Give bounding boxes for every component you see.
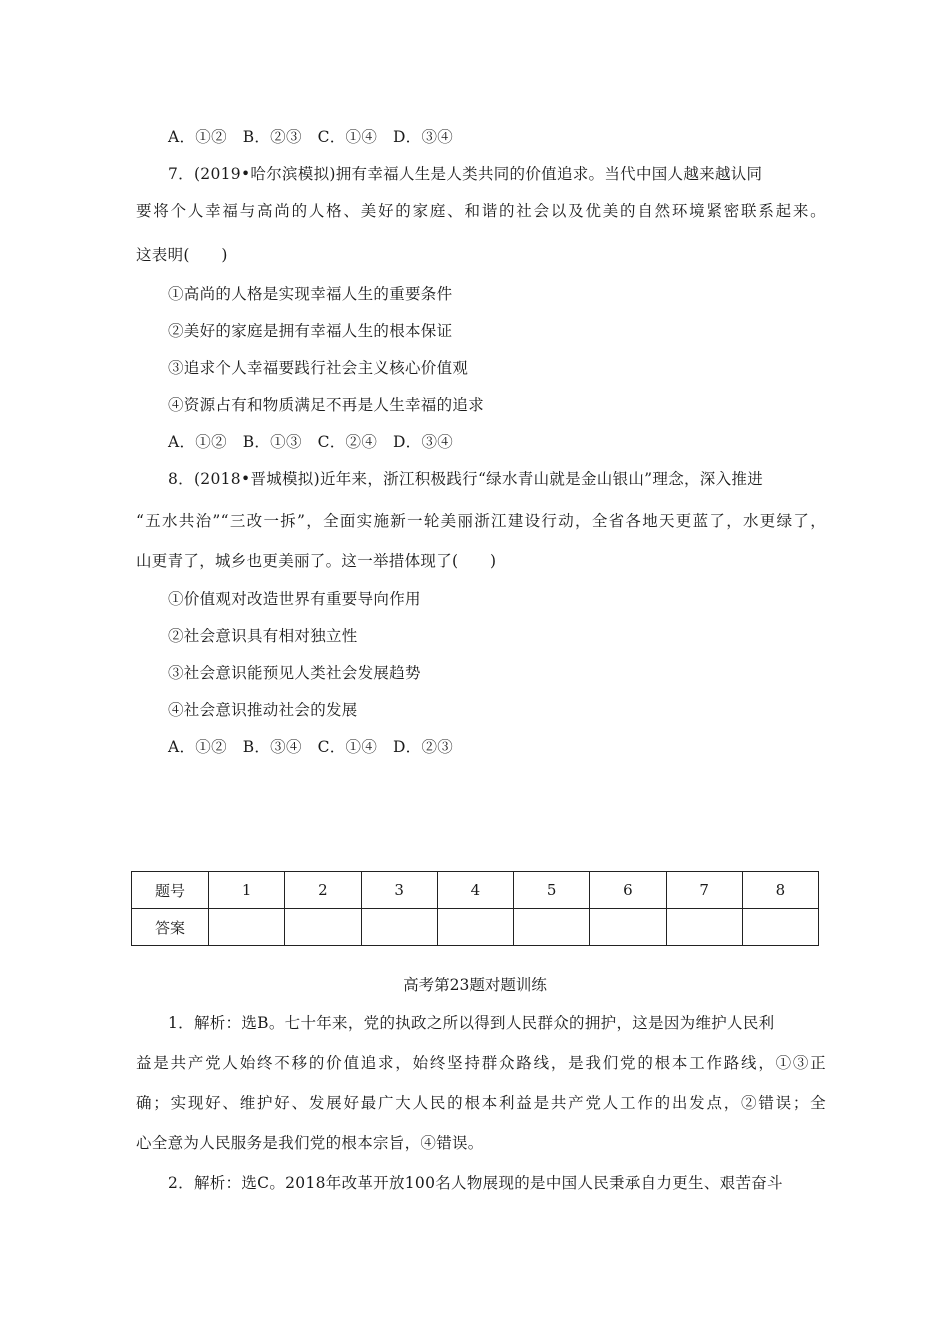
explanation-1-line4: 心全意为人民服务是我们党的根本宗旨，④错误。 xyxy=(136,1134,484,1152)
answer-cell[interactable] xyxy=(514,909,590,946)
q7-stem-line2: 要将个人幸福与高尚的人格、美好的家庭、和谐的社会以及优美的自然环境紧密联系起来。 xyxy=(136,202,826,220)
explanation-1-line3: 确；实现好、维护好、发展好最广大人民的根本利益是共产党人工作的出发点，②错误；全 xyxy=(136,1094,826,1112)
q7-stem-line3: 这表明( ) xyxy=(136,246,228,264)
table-number-cell: 2 xyxy=(285,872,361,909)
answer-table-row-answers xyxy=(132,909,819,946)
section-title: 高考第23题对题训练 xyxy=(403,976,547,994)
q8-item-2: ②社会意识具有相对独立性 xyxy=(168,627,358,645)
answer-cell[interactable] xyxy=(590,909,666,946)
q8-options: A．①② B．③④ C．①④ D．②③ xyxy=(168,738,454,756)
q8-stem-line1: 8．(2018•晋城模拟)近年来，浙江积极践行“绿水青山就是金山银山”理念，深入推进 xyxy=(168,470,763,488)
table-number-cell: 4 xyxy=(437,872,513,909)
table-label-answer: 答案 xyxy=(132,909,209,946)
explanation-1-line1: 1．解析：选B。七十年来，党的执政之所以得到人民群众的拥护，这是因为维护人民利 xyxy=(168,1014,775,1032)
answer-cell[interactable] xyxy=(209,909,285,946)
q7-item-2: ②美好的家庭是拥有幸福人生的根本保证 xyxy=(168,322,453,340)
answer-cell[interactable] xyxy=(742,909,818,946)
table-number-cell: 6 xyxy=(590,872,666,909)
q8-stem-line3: 山更青了，城乡也更美丽了。这一举措体现了( ) xyxy=(136,552,497,570)
table-number-cell: 3 xyxy=(361,872,437,909)
table-number-cell: 1 xyxy=(209,872,285,909)
explanation-2-line1: 2．解析：选C。2018年改革开放100名人物展现的是中国人民秉承自力更生、艰苦奋斗 xyxy=(168,1174,783,1192)
q6-options: A．①② B．②③ C．①④ D．③④ xyxy=(168,128,454,146)
q8-item-1: ①价值观对改造世界有重要导向作用 xyxy=(168,590,421,608)
answer-cell[interactable] xyxy=(437,909,513,946)
q7-item-1: ①高尚的人格是实现幸福人生的重要条件 xyxy=(168,285,453,303)
answer-cell[interactable] xyxy=(361,909,437,946)
q8-item-4: ④社会意识推动社会的发展 xyxy=(168,701,358,719)
table-number-cell: 5 xyxy=(514,872,590,909)
answer-cell[interactable] xyxy=(285,909,361,946)
answer-table-row-numbers xyxy=(132,872,819,909)
explanation-1-line2: 益是共产党人始终不移的价值追求，始终坚持群众路线，是我们党的根本工作路线，①③正 xyxy=(136,1054,826,1072)
q8-stem-line2: “五水共治”“三改一拆”，全面实施新一轮美丽浙江建设行动，全省各地天更蓝了，水更绿了， xyxy=(136,512,826,530)
q7-item-4: ④资源占有和物质满足不再是人生幸福的追求 xyxy=(168,396,485,414)
q7-item-3: ③追求个人幸福要践行社会主义核心价值观 xyxy=(168,359,469,377)
q7-stem-line1: 7．(2019•哈尔滨模拟)拥有幸福人生是人类共同的价值追求。当代中国人越来越认同 xyxy=(168,165,763,183)
answer-table xyxy=(131,871,819,946)
q7-options: A．①② B．①③ C．②④ D．③④ xyxy=(168,433,454,451)
table-label-question-number: 题号 xyxy=(132,872,209,909)
q8-item-3: ③社会意识能预见人类社会发展趋势 xyxy=(168,664,421,682)
table-number-cell: 7 xyxy=(666,872,742,909)
table-number-cell: 8 xyxy=(742,872,818,909)
answer-cell[interactable] xyxy=(666,909,742,946)
